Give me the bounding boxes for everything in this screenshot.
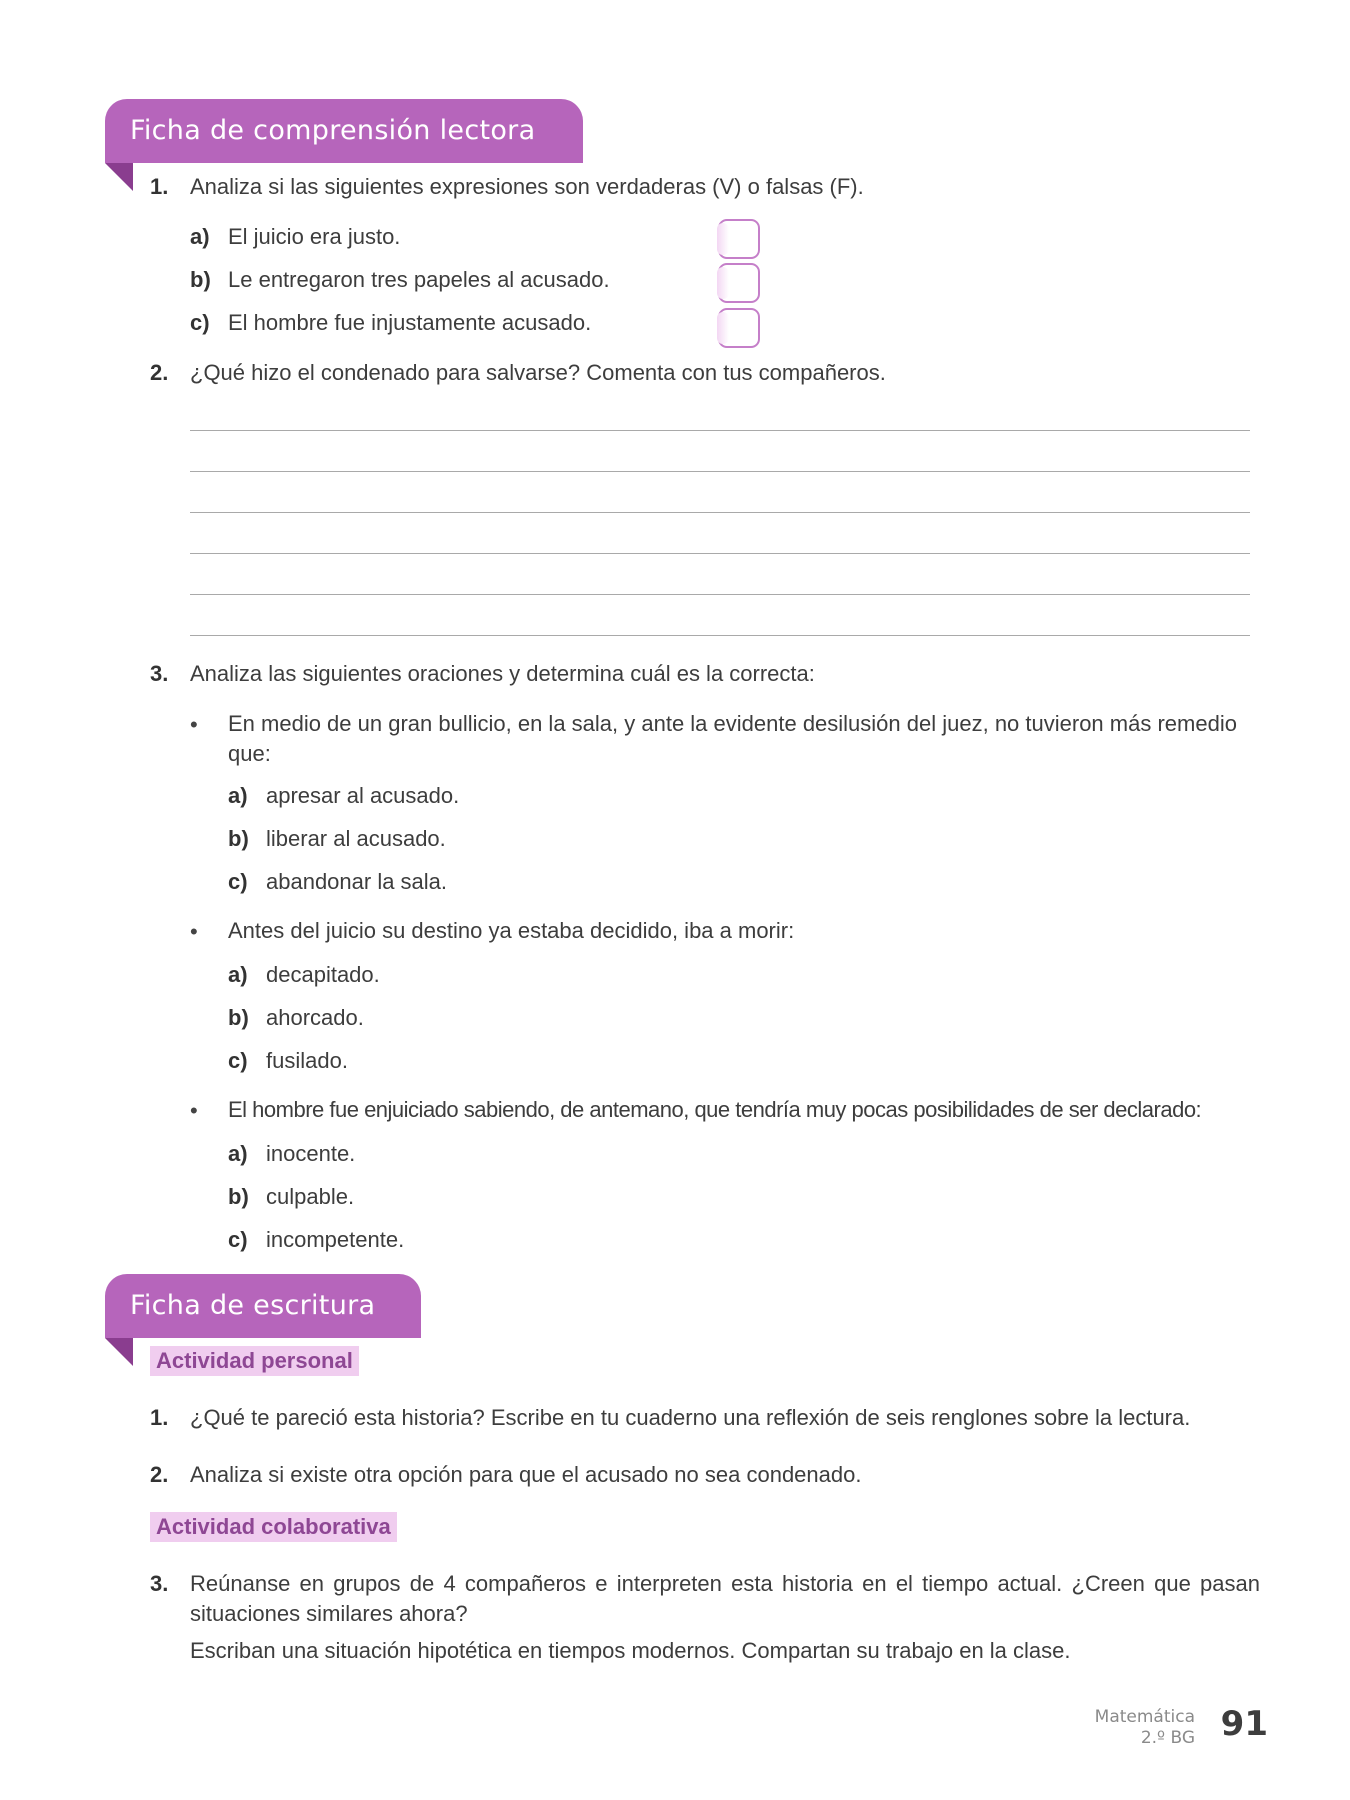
grade-level: 2.º BG: [1140, 1728, 1195, 1748]
answer-line[interactable]: [190, 635, 1250, 636]
subject-name: Matemática: [1094, 1707, 1195, 1727]
question-number: 3.: [150, 661, 169, 686]
footer-subject: [1095, 1707, 1195, 1749]
option-text: liberar al acusado.: [266, 826, 446, 851]
bullet-icon: •: [190, 1098, 198, 1123]
option-label: a): [228, 783, 248, 808]
bullet-icon: •: [190, 919, 198, 944]
option-text: incompetente.: [266, 1227, 405, 1252]
option-label: b): [228, 1184, 249, 1209]
option-label: c): [228, 1048, 248, 1073]
item-text: El hombre fue injustamente acusado.: [228, 310, 592, 335]
question-text: Analiza si existe otra opción para que el acusado no sea condenado.: [190, 1462, 862, 1487]
option-text: ahorcado.: [266, 1005, 364, 1030]
option-label: c): [228, 1227, 248, 1252]
answer-line[interactable]: [190, 471, 1250, 472]
section-header-comprension: Ficha de comprensión lectora: [105, 99, 583, 163]
bullet-statement-1: En medio de un gran bullicio, en la sala, y ante la evidente desilusión del juez, no tuvieron más remedio que:: [228, 711, 1237, 766]
item-label: b): [190, 267, 211, 292]
item-text: Le entregaron tres papeles al acusado.: [228, 267, 610, 292]
section-header-escritura: Ficha de escritura: [105, 1274, 421, 1338]
option-text: abandonar la sala.: [266, 869, 448, 894]
activity-collaborative-label: Actividad colaborativa: [150, 1512, 397, 1542]
activity-personal-label: Actividad personal: [150, 1346, 359, 1376]
answer-line[interactable]: [190, 594, 1250, 595]
header-fold-decoration: [105, 163, 133, 191]
vf-answer-box-a[interactable]: [718, 219, 760, 259]
bullet-statement-3: El hombre fue enjuiciado sabiendo, de antemano, que tendría muy pocas posibilidades de ser declarado:: [228, 1097, 1202, 1122]
question-number: 2.: [150, 1462, 169, 1487]
page-number: 91: [1220, 1704, 1268, 1744]
bullet-icon: •: [190, 712, 198, 737]
writing-question-3-text: Reúnanse en grupos de 4 compañeros e interpreten esta historia en el tiempo actual. ¿Creen que pasan situaciones similares ahora?: [190, 1571, 1260, 1626]
option-label: a): [228, 962, 248, 987]
vf-answer-box-c[interactable]: [718, 308, 760, 348]
question-number: 3.: [150, 1571, 169, 1596]
writing-question-3-instruction: Escriban una situación hipotética en tiempos modernos. Compartan su trabajo en la clase.: [190, 1638, 1071, 1663]
option-text: apresar al acusado.: [266, 783, 460, 808]
answer-line[interactable]: [190, 553, 1250, 554]
bullet-statement-2: Antes del juicio su destino ya estaba decidido, iba a morir:: [228, 918, 795, 943]
question-text: Analiza las siguientes oraciones y determina cuál es la correcta:: [190, 661, 815, 686]
question-text: ¿Qué te pareció esta historia? Escribe en tu cuaderno una reflexión de seis renglones sobre la lectura.: [190, 1405, 1191, 1430]
item-text: El juicio era justo.: [228, 224, 401, 249]
question-number: 2.: [150, 360, 169, 385]
option-text: decapitado.: [266, 962, 380, 987]
answer-line[interactable]: [190, 512, 1250, 513]
question-text: ¿Qué hizo el condenado para salvarse? Comenta con tus compañeros.: [190, 360, 886, 385]
option-text: fusilado.: [266, 1048, 348, 1073]
option-label: c): [228, 869, 248, 894]
question-text: Analiza si las siguientes expresiones son verdaderas (V) o falsas (F).: [190, 174, 864, 199]
question-number: 1.: [150, 174, 169, 199]
option-label: a): [228, 1141, 248, 1166]
item-label: a): [190, 224, 210, 249]
answer-line[interactable]: [190, 430, 1250, 431]
question-number: 1.: [150, 1405, 169, 1430]
option-text: culpable.: [266, 1184, 355, 1209]
option-text: inocente.: [266, 1141, 356, 1166]
vf-answer-box-b[interactable]: [718, 263, 760, 303]
item-label: c): [190, 310, 210, 335]
option-label: b): [228, 826, 249, 851]
header-fold-decoration: [105, 1338, 133, 1366]
option-label: b): [228, 1005, 249, 1030]
